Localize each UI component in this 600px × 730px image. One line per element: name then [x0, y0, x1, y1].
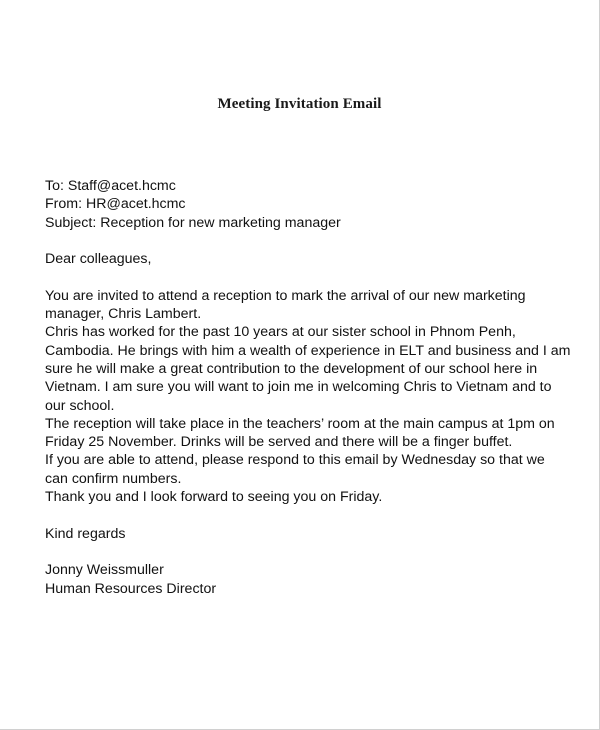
body-line: Friday 25 November. Drinks will be served and there will be a finger buffet. [45, 434, 513, 451]
body-line: manager, Chris Lambert. [45, 306, 202, 323]
signature-position: Human Resources Director [45, 580, 217, 597]
greeting: Dear colleagues, [45, 251, 152, 268]
body-line: If you are able to attend, please respond to this email by Wednesday so that we [45, 452, 545, 469]
email-body [45, 177, 590, 598]
body-line: Vietnam. I am sure you will want to join me in welcoming Chris to Vietnam and to [45, 379, 552, 396]
signature-name: Jonny Weissmuller [45, 562, 164, 579]
body-line: You are invited to attend a reception to mark the arrival of our new marketing [45, 287, 526, 304]
spacer [45, 543, 590, 561]
body-line: can confirm numbers. [45, 470, 182, 487]
spacer [45, 506, 590, 524]
subject-line: Subject: Reception for new marketing manager [45, 214, 341, 231]
body-line: The reception will take place in the teachers’ room at the main campus at 1pm on [45, 415, 555, 432]
body-line: sure he will make a great contribution to the development of our school here in [45, 360, 538, 377]
closing: Kind regards [45, 525, 126, 542]
to-line: To: Staff@acet.hcmc [45, 178, 176, 194]
from-line: From: HR@acet.hcmc [45, 196, 186, 213]
body-line: Cambodia. He brings with him a wealth of experience in ELT and business and I am [45, 342, 571, 359]
body-line: Thank you and I look forward to seeing you on Friday. [45, 489, 383, 506]
body-line: our school. [45, 397, 115, 414]
spacer [45, 232, 590, 250]
body-line: Chris has worked for the past 10 years at our sister school in Phnom Penh, [45, 324, 516, 341]
spacer [45, 268, 590, 286]
document-title: Meeting Invitation Email [217, 96, 382, 112]
